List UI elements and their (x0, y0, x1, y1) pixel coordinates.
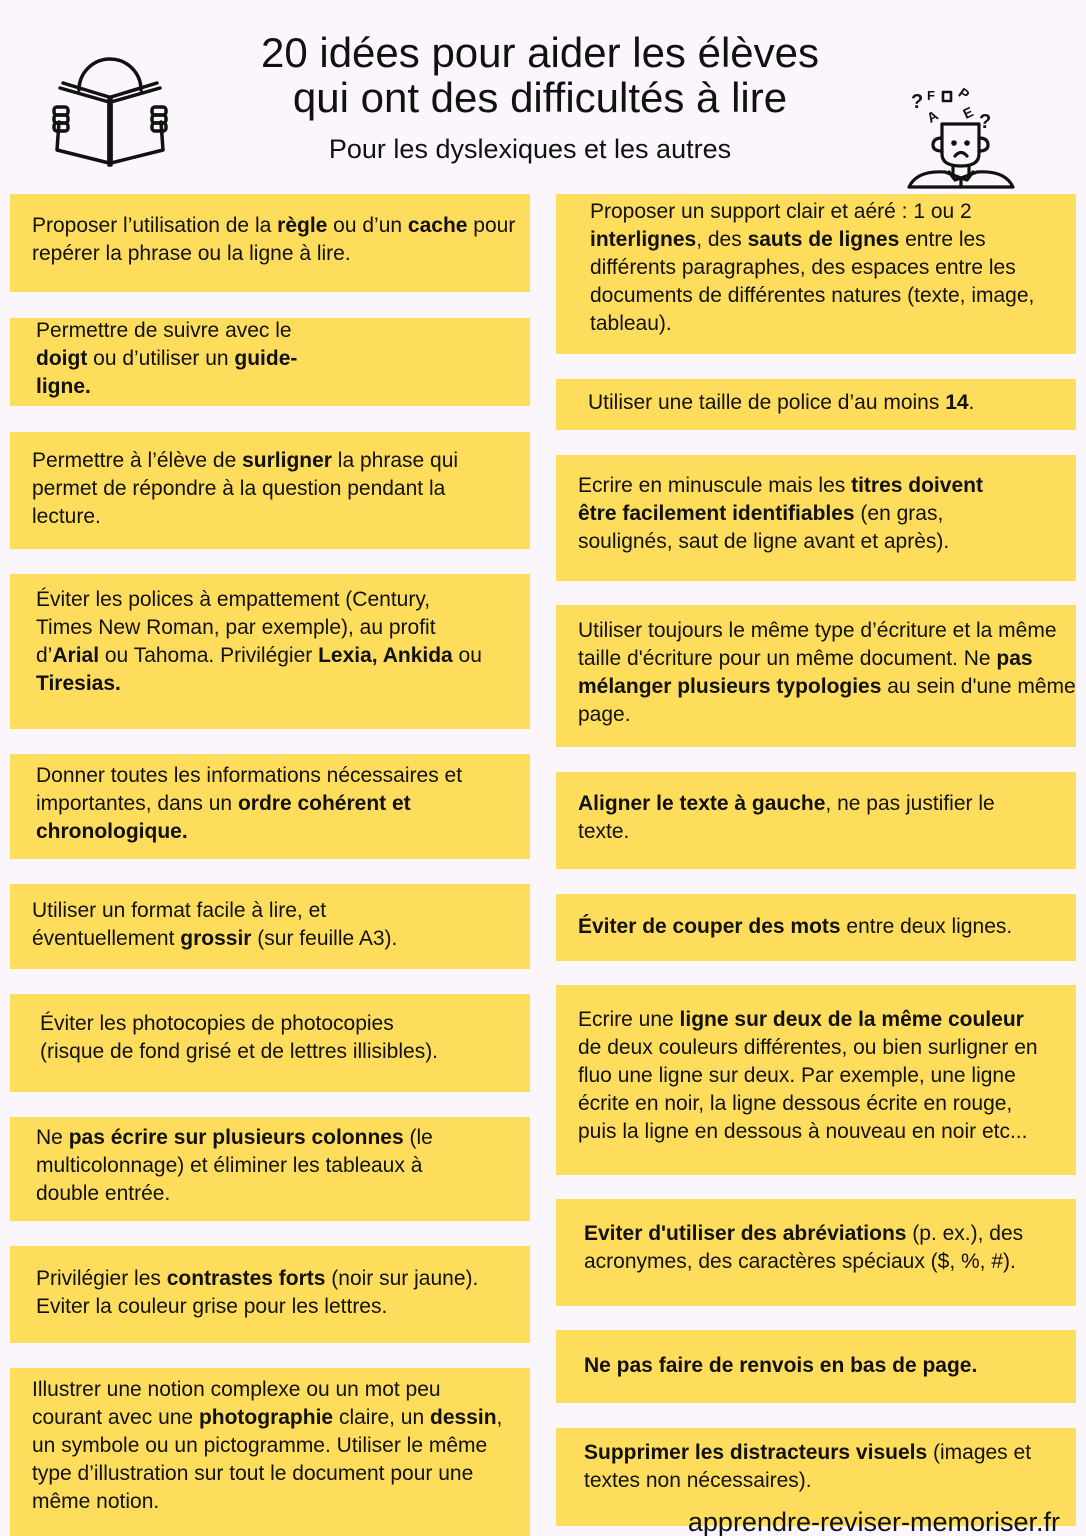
page-subtitle: Pour les dyslexiques et les autres (328, 134, 732, 164)
confused-student-icon (905, 86, 1020, 191)
tip-text (588, 389, 1066, 417)
emphasis-text: doigt (36, 347, 88, 370)
tip-card (10, 754, 530, 859)
title-line-1: 20 idées pour aider les élèves (260, 29, 820, 76)
tip-text (40, 1010, 520, 1066)
plain-text: Utiliser une taille de police d’au moins (588, 390, 946, 414)
tip-card (556, 1199, 1076, 1306)
page-title (160, 30, 920, 120)
plain-text: Privilégier les (36, 1266, 167, 1290)
plain-text: la phrase qui permet de répondre à la question pendant la lecture. (32, 448, 459, 528)
tip-text (578, 913, 1070, 941)
plain-text: Permettre de suivre avec le (36, 319, 292, 342)
emphasis-text: guide-ligne. (36, 347, 298, 398)
emphasis-text: Ne pas faire de renvois en bas de page. (584, 1353, 978, 1377)
plain-text: de deux couleurs différentes, ou bien surligner en fluo une ligne sur deux. Par exemple, une ligne écrite en noir, la ligne dessous écrite en rouge, puis la ligne en dessous à nouveau en noir etc... (578, 1036, 1038, 1143)
tip-card (10, 1246, 530, 1343)
plain-text: au sein d'une même page. (578, 675, 1076, 726)
footer-site-link[interactable]: apprendre-reviser-memoriser.fr (687, 1507, 1060, 1536)
plain-text: Utiliser un format facile à lire, et éventuellement (32, 898, 327, 950)
tip-card (556, 772, 1076, 869)
emphasis-text: surligner (242, 448, 332, 472)
plain-text: Donner toutes les informations nécessaires et importantes, dans un (36, 763, 463, 815)
tip-text (578, 472, 1066, 556)
tip-card (556, 379, 1076, 430)
tip-text (36, 586, 520, 698)
plain-text: ou d’utiliser un (87, 347, 235, 370)
title-line-2: qui ont des difficultés à lire (292, 74, 788, 121)
tip-card (10, 1368, 530, 1536)
svg-text:?: ? (979, 111, 992, 133)
tip-text (32, 1376, 520, 1516)
emphasis-text: Eviter d'utiliser des abréviations (584, 1221, 907, 1245)
tip-text (36, 1124, 520, 1208)
tip-text (36, 762, 520, 846)
tip-text (36, 1265, 520, 1321)
tip-card (556, 894, 1076, 961)
plain-text: ou d’un (327, 214, 408, 237)
plain-text: Illustrer une notion complexe ou un mot peu courant avec une (32, 1378, 441, 1429)
emphasis-text: ordre cohérent et chronologique. (36, 791, 411, 843)
tip-text (32, 212, 520, 268)
plain-text: Proposer un support clair et aéré : 1 ou 2 (590, 200, 972, 223)
plain-text: entre les différents paragraphes, des espaces entre les documents de différentes natures (texte, image, tableau). (590, 228, 1035, 335)
emphasis-text: Arial (52, 643, 100, 667)
plain-text: (p. ex.), des acronymes, des caractères spéciaux ($, %, #). (584, 1221, 1024, 1273)
plain-text: Permettre à l’élève de (32, 448, 243, 472)
plain-text: claire, un (333, 1406, 430, 1429)
tip-card (556, 194, 1076, 354)
plain-text: ou Tahoma. Privilégier (99, 643, 319, 667)
tip-card (10, 318, 530, 406)
plain-text: ou (452, 643, 482, 667)
svg-text:E: E (960, 103, 976, 122)
tip-text (32, 897, 520, 953)
plain-text: (en gras, soulignés, saut de ligne avant et après). (578, 502, 950, 553)
plain-text: Ecrire une (578, 1008, 680, 1031)
tip-card (556, 1330, 1076, 1403)
tip-card (10, 994, 530, 1092)
plain-text: , ne pas justifier le texte. (578, 791, 995, 843)
emphasis-text: pas mélanger plusieurs typologies (578, 647, 1033, 698)
plain-text: . (968, 390, 975, 414)
svg-text:?: ? (911, 91, 924, 113)
plain-text: Utiliser toujours le même type d’écriture et la même taille d'écriture pour un même document. Ne (578, 619, 1057, 670)
tip-card (10, 884, 530, 969)
emphasis-text: photographie (198, 1406, 334, 1429)
emphasis-text: grossir (180, 926, 252, 950)
emphasis-text: interlignes (590, 228, 697, 251)
emphasis-text: 14 (945, 390, 969, 414)
plain-text: (sur feuille A3). (251, 926, 398, 950)
plain-text: (le multicolonnage) et éliminer les tableaux à double entrée. (36, 1126, 433, 1205)
plain-text: pour repérer la phrase ou la ligne à lire. (32, 214, 516, 265)
emphasis-text: règle (277, 214, 328, 237)
tip-text (36, 317, 520, 401)
svg-text:F: F (927, 88, 935, 103)
emphasis-text: cache (407, 214, 468, 237)
emphasis-text: Lexia, Ankida (318, 643, 453, 667)
tip-text (584, 1439, 1066, 1495)
svg-text:P: P (955, 86, 973, 103)
plain-text: entre deux lignes. (840, 914, 1013, 938)
tip-card (10, 574, 530, 729)
tip-text (590, 198, 1066, 338)
plain-text: Éviter les polices à empattement (Century, Times New Roman, par exemple), au profit d’ (36, 587, 436, 667)
tip-text (32, 447, 520, 531)
svg-text:A: A (924, 106, 941, 126)
emphasis-text: Tiresias. (36, 671, 121, 695)
emphasis-text: titres doivent être facilement identifiables (578, 474, 983, 525)
plain-text: Proposer l’utilisation de la (32, 214, 278, 237)
tip-text (578, 617, 1076, 729)
emphasis-text: pas écrire sur plusieurs colonnes (68, 1126, 404, 1149)
tip-text (584, 1220, 1066, 1276)
plain-text: (noir sur jaune). Eviter la couleur grise pour les lettres. (36, 1266, 479, 1318)
emphasis-text: dessin (430, 1406, 497, 1429)
tip-text (578, 1006, 1066, 1146)
tip-card (556, 605, 1076, 747)
plain-text: (images et textes non nécessaires). (584, 1441, 1032, 1492)
plain-text: , un symbole ou un pictogramme. Utiliser le même type d’illustration sur tout le document pour une même notion. (32, 1406, 503, 1513)
tip-text (578, 790, 1066, 846)
emphasis-text: Aligner le texte à gauche (578, 791, 826, 815)
tip-card (10, 432, 530, 549)
tip-text (584, 1352, 1066, 1380)
plain-text: Ne (36, 1126, 69, 1149)
plain-text: Ecrire en minuscule mais les (578, 474, 852, 497)
emphasis-text: Éviter de couper des mots (578, 914, 841, 938)
tip-card (10, 1117, 530, 1221)
emphasis-text: Supprimer les distracteurs visuels (584, 1441, 928, 1464)
emphasis-text: contrastes forts (166, 1266, 326, 1290)
plain-text: Éviter les photocopies de photocopies (risque de fond grisé et de lettres illisibles). (40, 1012, 439, 1063)
tip-card (10, 194, 530, 292)
tip-card (556, 985, 1076, 1175)
tip-card (556, 455, 1076, 581)
emphasis-text: sauts de lignes (747, 228, 900, 251)
plain-text: , des (696, 228, 748, 251)
emphasis-text: ligne sur deux de la même couleur (679, 1008, 1024, 1031)
